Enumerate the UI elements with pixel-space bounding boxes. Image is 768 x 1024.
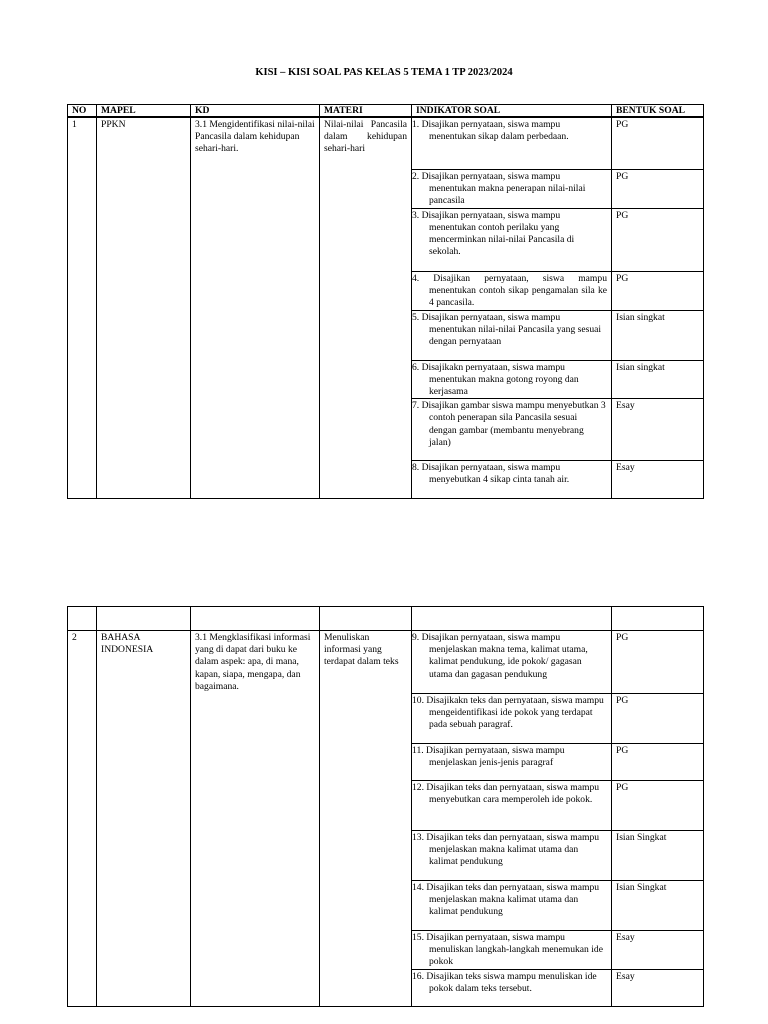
header-indikator: INDIKATOR SOAL	[412, 105, 612, 118]
cell-bentuk: Esay	[612, 461, 704, 499]
cell-bentuk: PG	[612, 117, 704, 170]
cell-indikator: 10. Disajikakn teks dan pernyataan, siswa mampu mengeidentifikasi ide pokok yang terdapat pada sebuah paragraf.	[412, 694, 612, 744]
cell-indikator: 14. Disajikan teks dan pernyataan, siswa mampu menjelaskan makna kalimat utama dan kalimat pendukung	[412, 881, 612, 931]
cell-bentuk: Isian Singkat	[612, 831, 704, 881]
table-row	[68, 117, 704, 170]
cell-bentuk: Isian Singkat	[612, 881, 704, 931]
cell-mapel: PPKN	[97, 117, 191, 499]
header-materi: MATERI	[320, 105, 412, 118]
document-title: KISI – KISI SOAL PAS KELAS 5 TEMA 1 TP 2023/2024	[255, 67, 513, 78]
cell-indikator: 4. Disajikan pernyataan, siswa mampu menentukan contoh sikap pengamalan sila ke 4 pancasila.	[412, 271, 612, 310]
cell-bentuk: Esay	[612, 969, 704, 1006]
header-mapel: MAPEL	[97, 105, 191, 118]
cell-bentuk: PG	[612, 271, 704, 310]
cell-bentuk: PG	[612, 744, 704, 781]
cell-indikator: 13. Disajikan teks dan pernyataan, siswa mampu menjelaskan makna kalimat utama dan kalimat pendukung	[412, 831, 612, 881]
cell-indikator: 12. Disajikan teks dan pernyataan, siswa mampu menyebutkan cara memperoleh ide pokok.	[412, 781, 612, 831]
cell-no: 2	[68, 631, 97, 1007]
cell-indikator: 9. Disajikan pernyataan, siswa mampu menjelaskan makna tema, kalimat utama, kalimat pendukung, ide pokok/ gagasan utama dan gagasan pendukung	[412, 631, 612, 694]
cell-bentuk: Esay	[612, 399, 704, 461]
cell-bentuk: Isian singkat	[612, 360, 704, 399]
cell-indikator: 16. Disajikan teks siswa mampu menuliskan ide pokok dalam teks tersebut.	[412, 969, 612, 1006]
cell-indikator: 2. Disajikan pernyataan, siswa mampu menentukan makna penerapan nilai-nilai pancasila	[412, 170, 612, 209]
cell-bentuk: PG	[612, 631, 704, 694]
cell-indikator: 15. Disajikan pernyataan, siswa mampu menuliskan langkah-langkah menemukan ide pokok	[412, 931, 612, 970]
cell-bentuk: PG	[612, 208, 704, 271]
cell-indikator: 6. Disajikakn pernyataan, siswa mampu menentukan makna gotong royong dan kerjasama	[412, 360, 612, 399]
header-kd: KD	[191, 105, 320, 118]
cell-mapel: BAHASA INDONESIA	[97, 631, 191, 1007]
cell-bentuk: PG	[612, 170, 704, 209]
header-bentuk: BENTUK SOAL	[612, 105, 704, 118]
cell-indikator: 11. Disajikan pernyataan, siswa mampu menjelaskan jenis-jenis paragraf	[412, 744, 612, 781]
cell-indikator: 8. Disajikan pernyataan, siswa mampu menyebutkan 4 sikap cinta tanah air.	[412, 461, 612, 499]
cell-materi: Menuliskan informasi yang terdapat dalam teks	[320, 631, 412, 1007]
header-no: NO	[68, 105, 97, 118]
cell-indikator: 7. Disajikan gambar siswa mampu menyebutkan 3 contoh penerapan sila Pancasila sesuai dengan gambar (membantu menyebrang jalan)	[412, 399, 612, 461]
cell-indikator: 3. Disajikan pernyataan, siswa mampu menentukan contoh perilaku yang mencerminkan nilai-nilai Pancasila di sekolah.	[412, 208, 612, 271]
table-bahasa-indonesia	[67, 606, 704, 1007]
cell-bentuk: PG	[612, 781, 704, 831]
cell-bentuk: PG	[612, 694, 704, 744]
header-row	[68, 105, 704, 118]
blank-row	[68, 607, 704, 631]
cell-indikator: 1. Disajikan pernyataan, siswa mampu menentukan sikap dalam perbedaan.	[412, 117, 612, 170]
cell-bentuk: Isian singkat	[612, 310, 704, 360]
table-row	[68, 631, 704, 694]
cell-bentuk: Esay	[612, 931, 704, 970]
cell-no: 1	[68, 117, 97, 499]
cell-materi: Nilai-nilai Pancasila dalam kehidupan sehari-hari	[320, 117, 412, 499]
cell-indikator: 5. Disajikan pernyataan, siswa mampu menentukan nilai-nilai Pancasila yang sesuai dengan pernyataan	[412, 310, 612, 360]
cell-kd: 3.1 Mengidentifikasi nilai-nilai Pancasila dalam kehidupan sehari-hari.	[191, 117, 320, 499]
table-ppkn	[67, 104, 704, 499]
cell-kd: 3.1 Mengklasifikasi informasi yang di dapat dari buku ke dalam aspek: apa, di mana, kapan, siapa, mengapa, dan bagaimana.	[191, 631, 320, 1007]
